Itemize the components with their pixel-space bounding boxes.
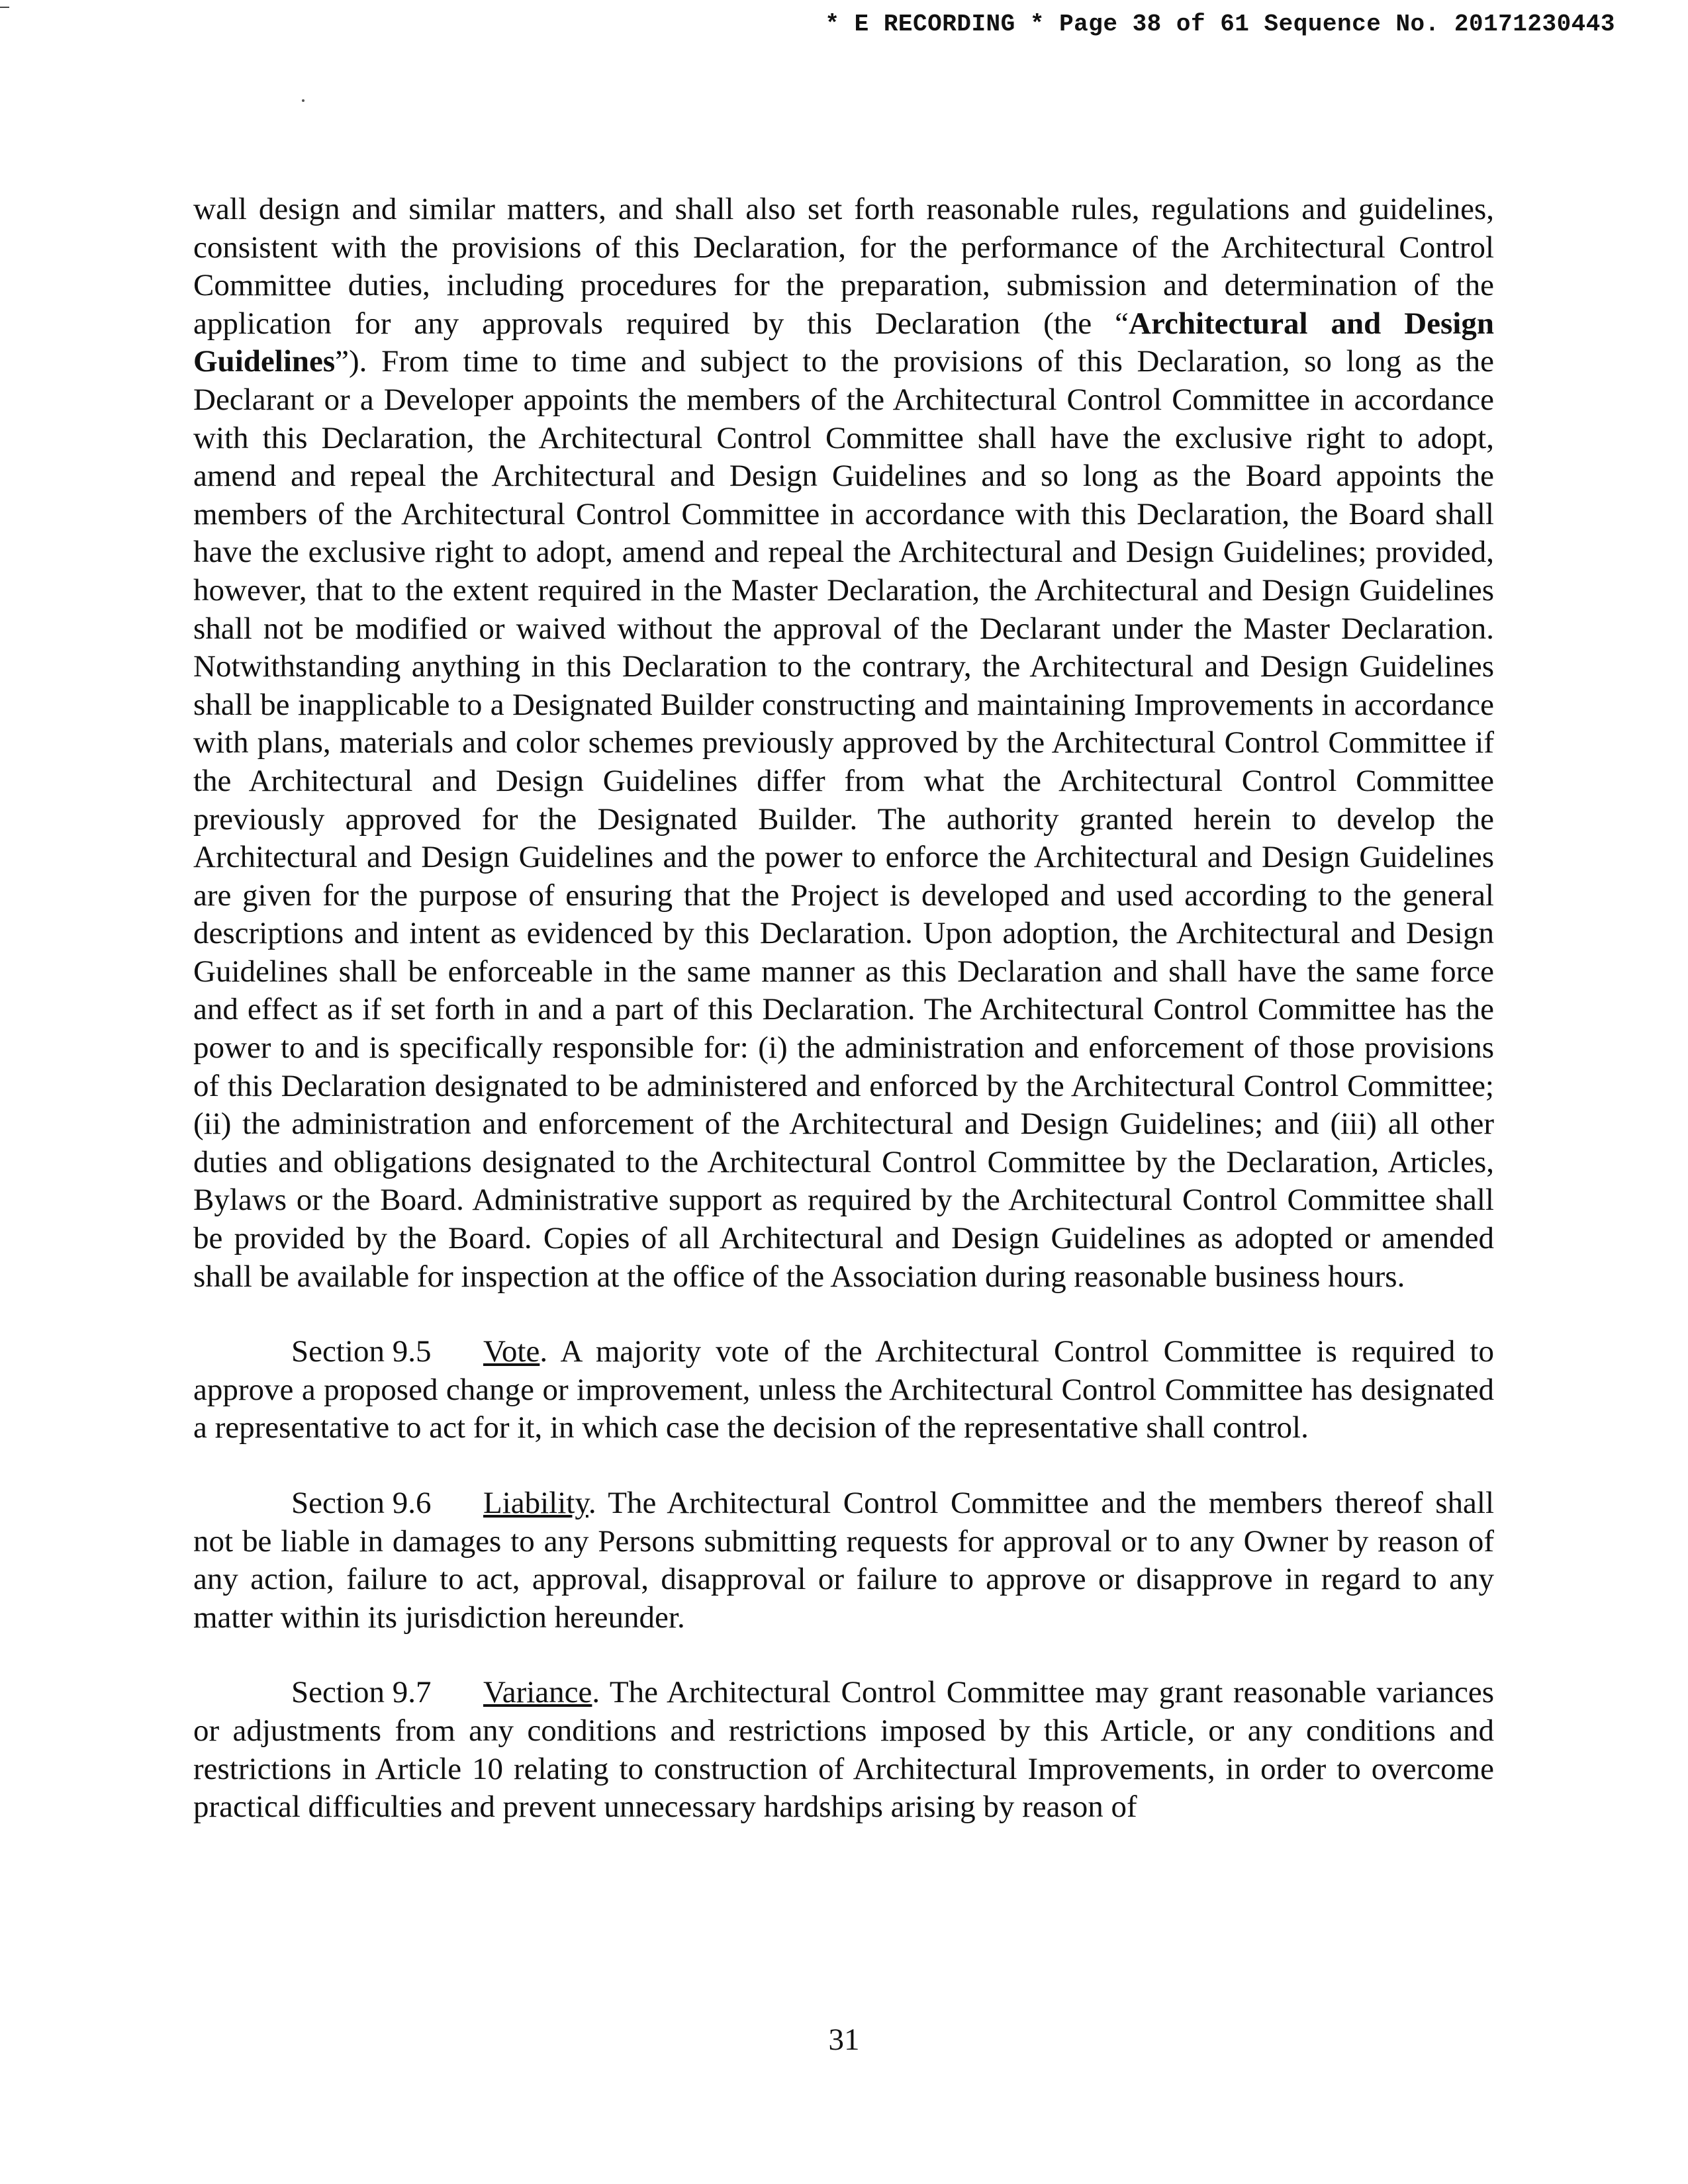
paragraph-text-start: wall design and similar matters, and shall also set forth reasonable rules, regulations and guidelines, consistent with the provisions of this Declaration, for the performance of the Architectural Control Committee duties, including procedures for the preparation, submission and determination of the application for any approvals required by this Declaration (the “ xyxy=(193,192,1494,341)
section-number: Section 9.5 xyxy=(291,1334,432,1369)
section-number: Section 9.7 xyxy=(291,1675,432,1710)
section-text: . A majority vote of the Architectural Control Committee is required to approve a proposed change or improvement, unless the Architectural Control Committee has designated a representative to act for it, in which case the decision of the representative shall control. xyxy=(193,1334,1494,1445)
section-text: . The Architectural Control Committee and the members thereof shall not be liable in damages to any Persons submitting requests for approval or to any Owner by reason of any action, failure to act, approval, disapproval or failure to approve or disapprove in regard to any matter within its jurisdiction hereunder. xyxy=(193,1486,1494,1635)
section-9-7 xyxy=(193,1674,1494,1826)
section-9-6 xyxy=(193,1484,1494,1637)
scan-speck xyxy=(302,99,305,102)
defined-term: Architectural and Design Guidelines xyxy=(193,306,1494,379)
paragraph-text-rest: ”). From time to time and subject to the provisions of this Declaration, so long as the Declarant or a Developer appoints the members of the Architectural Control Committee in accordance with this Declaration, the Architectural Control Committee shall have the exclusive right to adopt, amend and repeal the Architectural and Design Guidelines and so long as the Board appoints the members of the Architectural Control Committee in accordance with this Declaration, the Board shall have the exclusive right to adopt, amend and repeal the Architectural and Design Guidelines; provided, however, that to the extent required in the Master Declaration, the Architectural and Design Guidelines shall not be modified or waived without the approval of the Declarant under the Master Declaration. Notwithstanding anything in this Declaration to the contrary, the Architectural and Design Guidelines shall be inapplicable to a Designated Builder constructing and maintaining Improvements in accordance with plans, materials and color schemes previously approved by the Architectural Control Committee if the Architectural and Design Guidelines differ from what the Architectural Control Committee previously approved for the Designated Builder. The authority granted herein to develop the Architectural and Design Guidelines and the power to enforce the Architectural and Design Guidelines are given for the purpose of ensuring that the Project is developed and used according to the general descriptions and intent as evidenced by this Declaration. Upon adoption, the Architectural and Design Guidelines shall be enforceable in the same manner as this Declaration and shall have the same force and effect as if set forth in and a part of this Declaration. The Architectural Control Committee has the power to and is specifically responsible for: (i) the administration and enforcement of those provisions of this Declaration designated to be administered and enforced by the Architectural Control Committee; (ii) the administration and enforcement of the Architectural and Design Guidelines; and (iii) all other duties and obligations designated to the Architectural Control Committee by the Declaration, Articles, Bylaws or the Board. Administrative support as required by the Architectural Control Committee shall be provided by the Board. Copies of all Architectural and Design Guidelines as adopted or amended shall be available for inspection at the office of the Association during reasonable business hours. xyxy=(193,344,1494,1294)
section-text: . The Architectural Control Committee may grant reasonable variances or adjustments from any conditions and restrictions imposed by this Article, or any conditions and restrictions in Article 10 relating to construction of Architectural Improvements, in order to overcome practical difficulties and prevent unnecessary hardships arising by reason of xyxy=(193,1675,1494,1825)
section-heading: Vote xyxy=(483,1334,540,1369)
continued-paragraph xyxy=(193,191,1494,1296)
section-heading: Liability xyxy=(483,1486,588,1520)
section-9-5 xyxy=(193,1333,1494,1447)
page-number: 31 xyxy=(828,2023,860,2057)
document-body xyxy=(193,191,1494,1827)
recording-header: * E RECORDING * Page 38 of 61 Sequence No. 20171230443 xyxy=(825,11,1615,38)
section-heading: Variance xyxy=(483,1675,592,1710)
section-number: Section 9.6 xyxy=(291,1486,432,1520)
scan-corner-mark xyxy=(0,7,9,8)
